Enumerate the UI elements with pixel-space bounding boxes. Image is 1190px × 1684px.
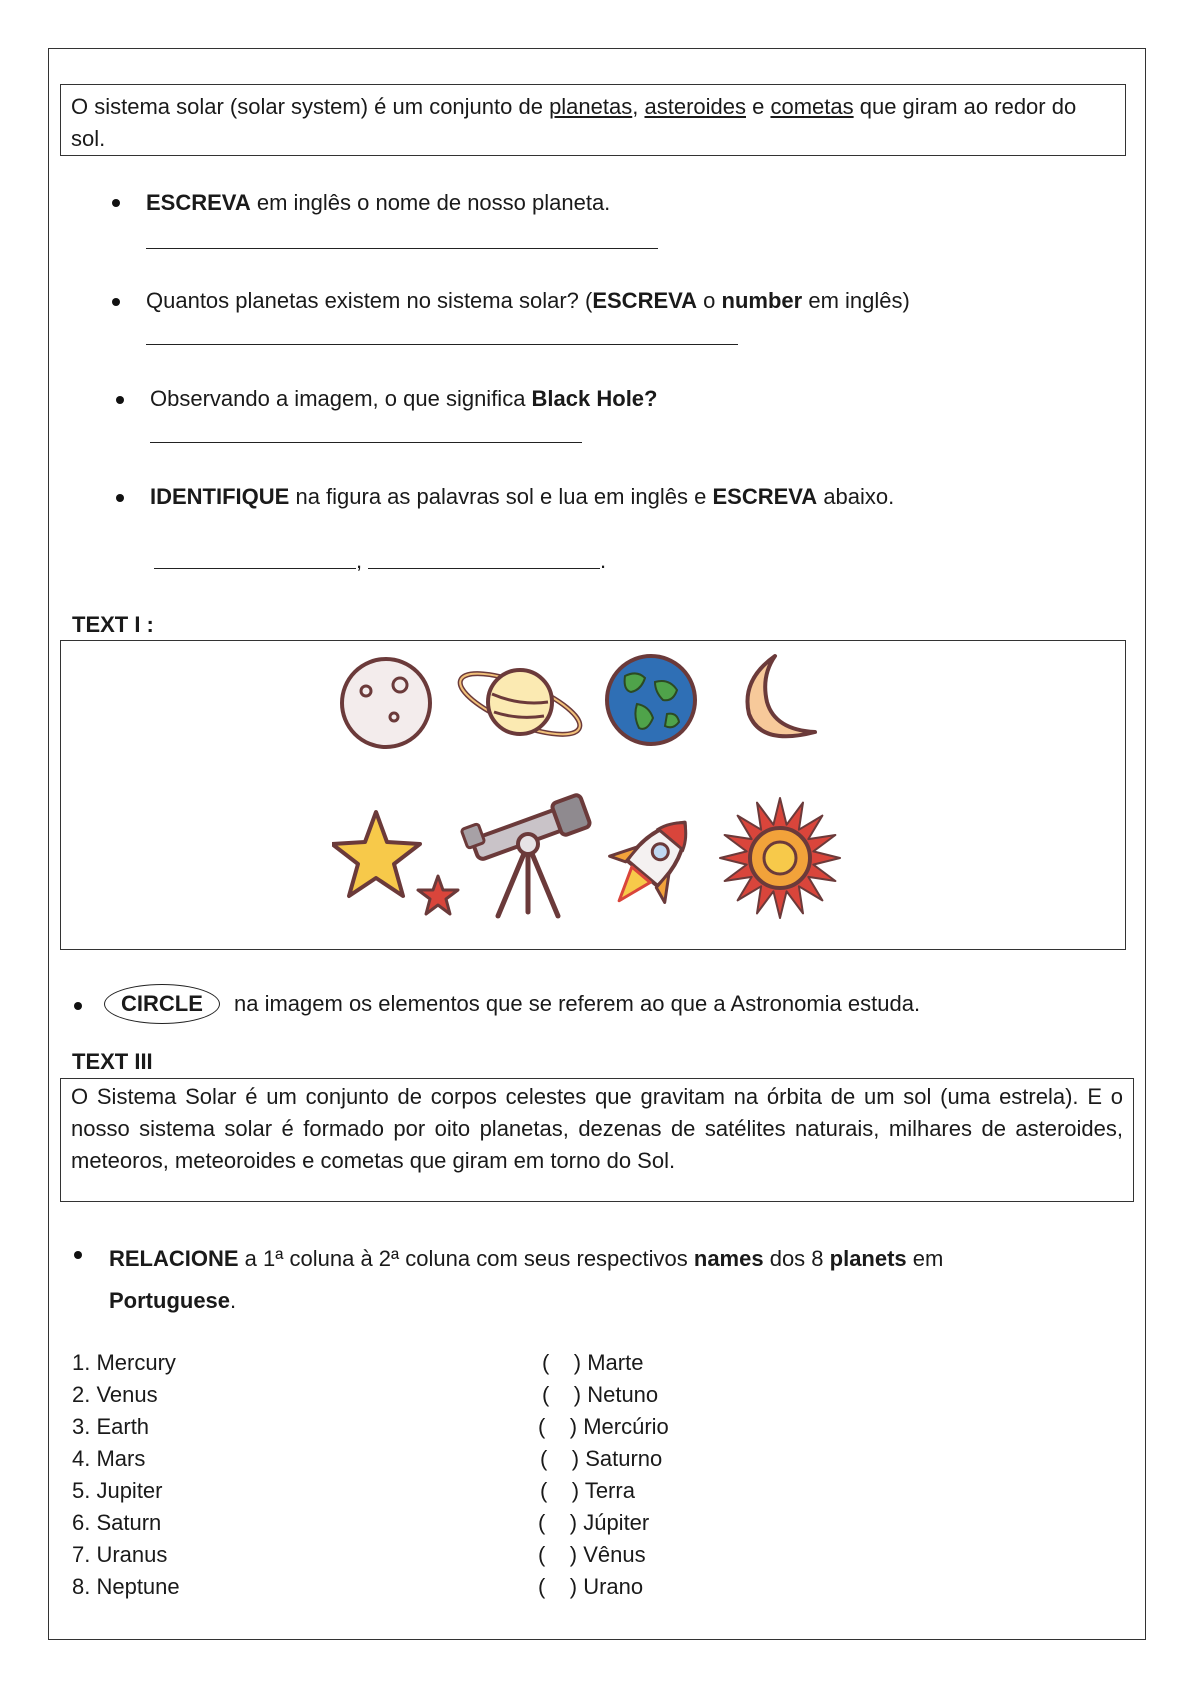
circle-question: CIRCLE na imagem os elementos que se referem ao que a Astronomia estuda. [104,984,920,1024]
bullet [74,1251,82,1259]
relacione-instruction: RELACIONE a 1ª coluna à 2ª coluna com seus respectivos names dos 8 planets em Portuguese. [109,1246,944,1313]
crescent-moon-icon [735,650,823,750]
bullet [112,199,120,207]
intro-text: O sistema solar (solar system) é um conjunto de [71,94,550,119]
column-2-item[interactable]: ( ) Urano [538,1574,644,1599]
column-1-item: 1. Mercury [72,1350,176,1375]
column-2-item[interactable]: ( ) Saturno [540,1446,663,1471]
column-1-item: 3. Earth [72,1414,150,1439]
column-2-item[interactable]: ( ) Vênus [538,1542,646,1567]
text-1-heading: TEXT I : [72,612,154,637]
text-3-body: O Sistema Solar é um conjunto de corpos celestes que gravitam na órbita de um sol (uma estrela). E o nosso sistema solar é formado por oito planetas, dezenas de satélites naturais, milhares de asteroides, meteoros, meteoroides e cometas que giram em torno do Sol. [71,1084,1123,1173]
word-planetas: planetas [549,94,633,119]
period-separator: . [600,548,607,573]
column-1-item: 2. Venus [72,1382,158,1407]
text-3-heading: TEXT III [72,1049,153,1074]
column-2-item[interactable]: ( ) Terra [540,1478,635,1503]
column-1-item: 8. Neptune [72,1574,180,1599]
answer-line-2[interactable] [146,344,738,345]
answer-line-moon[interactable] [368,568,600,569]
column-2-item[interactable]: ( ) Mercúrio [538,1414,669,1439]
question-4: IDENTIFIQUE na figura as palavras sol e lua em inglês e ESCREVA abaixo. [150,484,895,509]
column-2-item[interactable]: ( ) Marte [542,1350,644,1375]
question-2: Quantos planetas existem no sistema solar? (ESCREVA o number em inglês) [146,288,910,313]
stars-icon [332,806,462,918]
sun-icon [718,796,842,920]
question-3: Observando a imagem, o que significa Black Hole? [150,386,658,411]
saturn-icon [452,650,588,756]
column-1-item: 6. Saturn [72,1510,162,1535]
bullet [112,298,120,306]
answer-line-sun[interactable] [154,568,356,569]
telescope-icon [458,788,594,920]
column-2-item[interactable]: ( ) Netuno [542,1382,659,1407]
column-1-item: 5. Jupiter [72,1478,163,1503]
bullet [116,396,124,404]
circle-word: CIRCLE [104,984,220,1024]
column-1-item: 4. Mars [72,1446,146,1471]
answer-line-1[interactable] [146,248,658,249]
bullet [74,1002,82,1010]
word-cometas: cometas [770,94,854,119]
moon-icon [338,655,434,751]
question-1: ESCREVA em inglês o nome de nosso planeta. [146,190,611,215]
earth-icon [603,652,699,748]
comma-separator: , [356,548,363,573]
bullet [116,494,124,502]
answer-line-3[interactable] [150,442,582,443]
text-3-box [60,1078,1134,1202]
column-2-item[interactable]: ( ) Júpiter [538,1510,650,1535]
rocket-icon [592,806,708,922]
word-asteroides: asteroides [644,94,746,119]
column-1-item: 7. Uranus [72,1542,168,1567]
intro-box: O sistema solar (solar system) é um conjunto de planetas, asteroides e cometas que giram ao redor do sol. [60,84,1126,156]
